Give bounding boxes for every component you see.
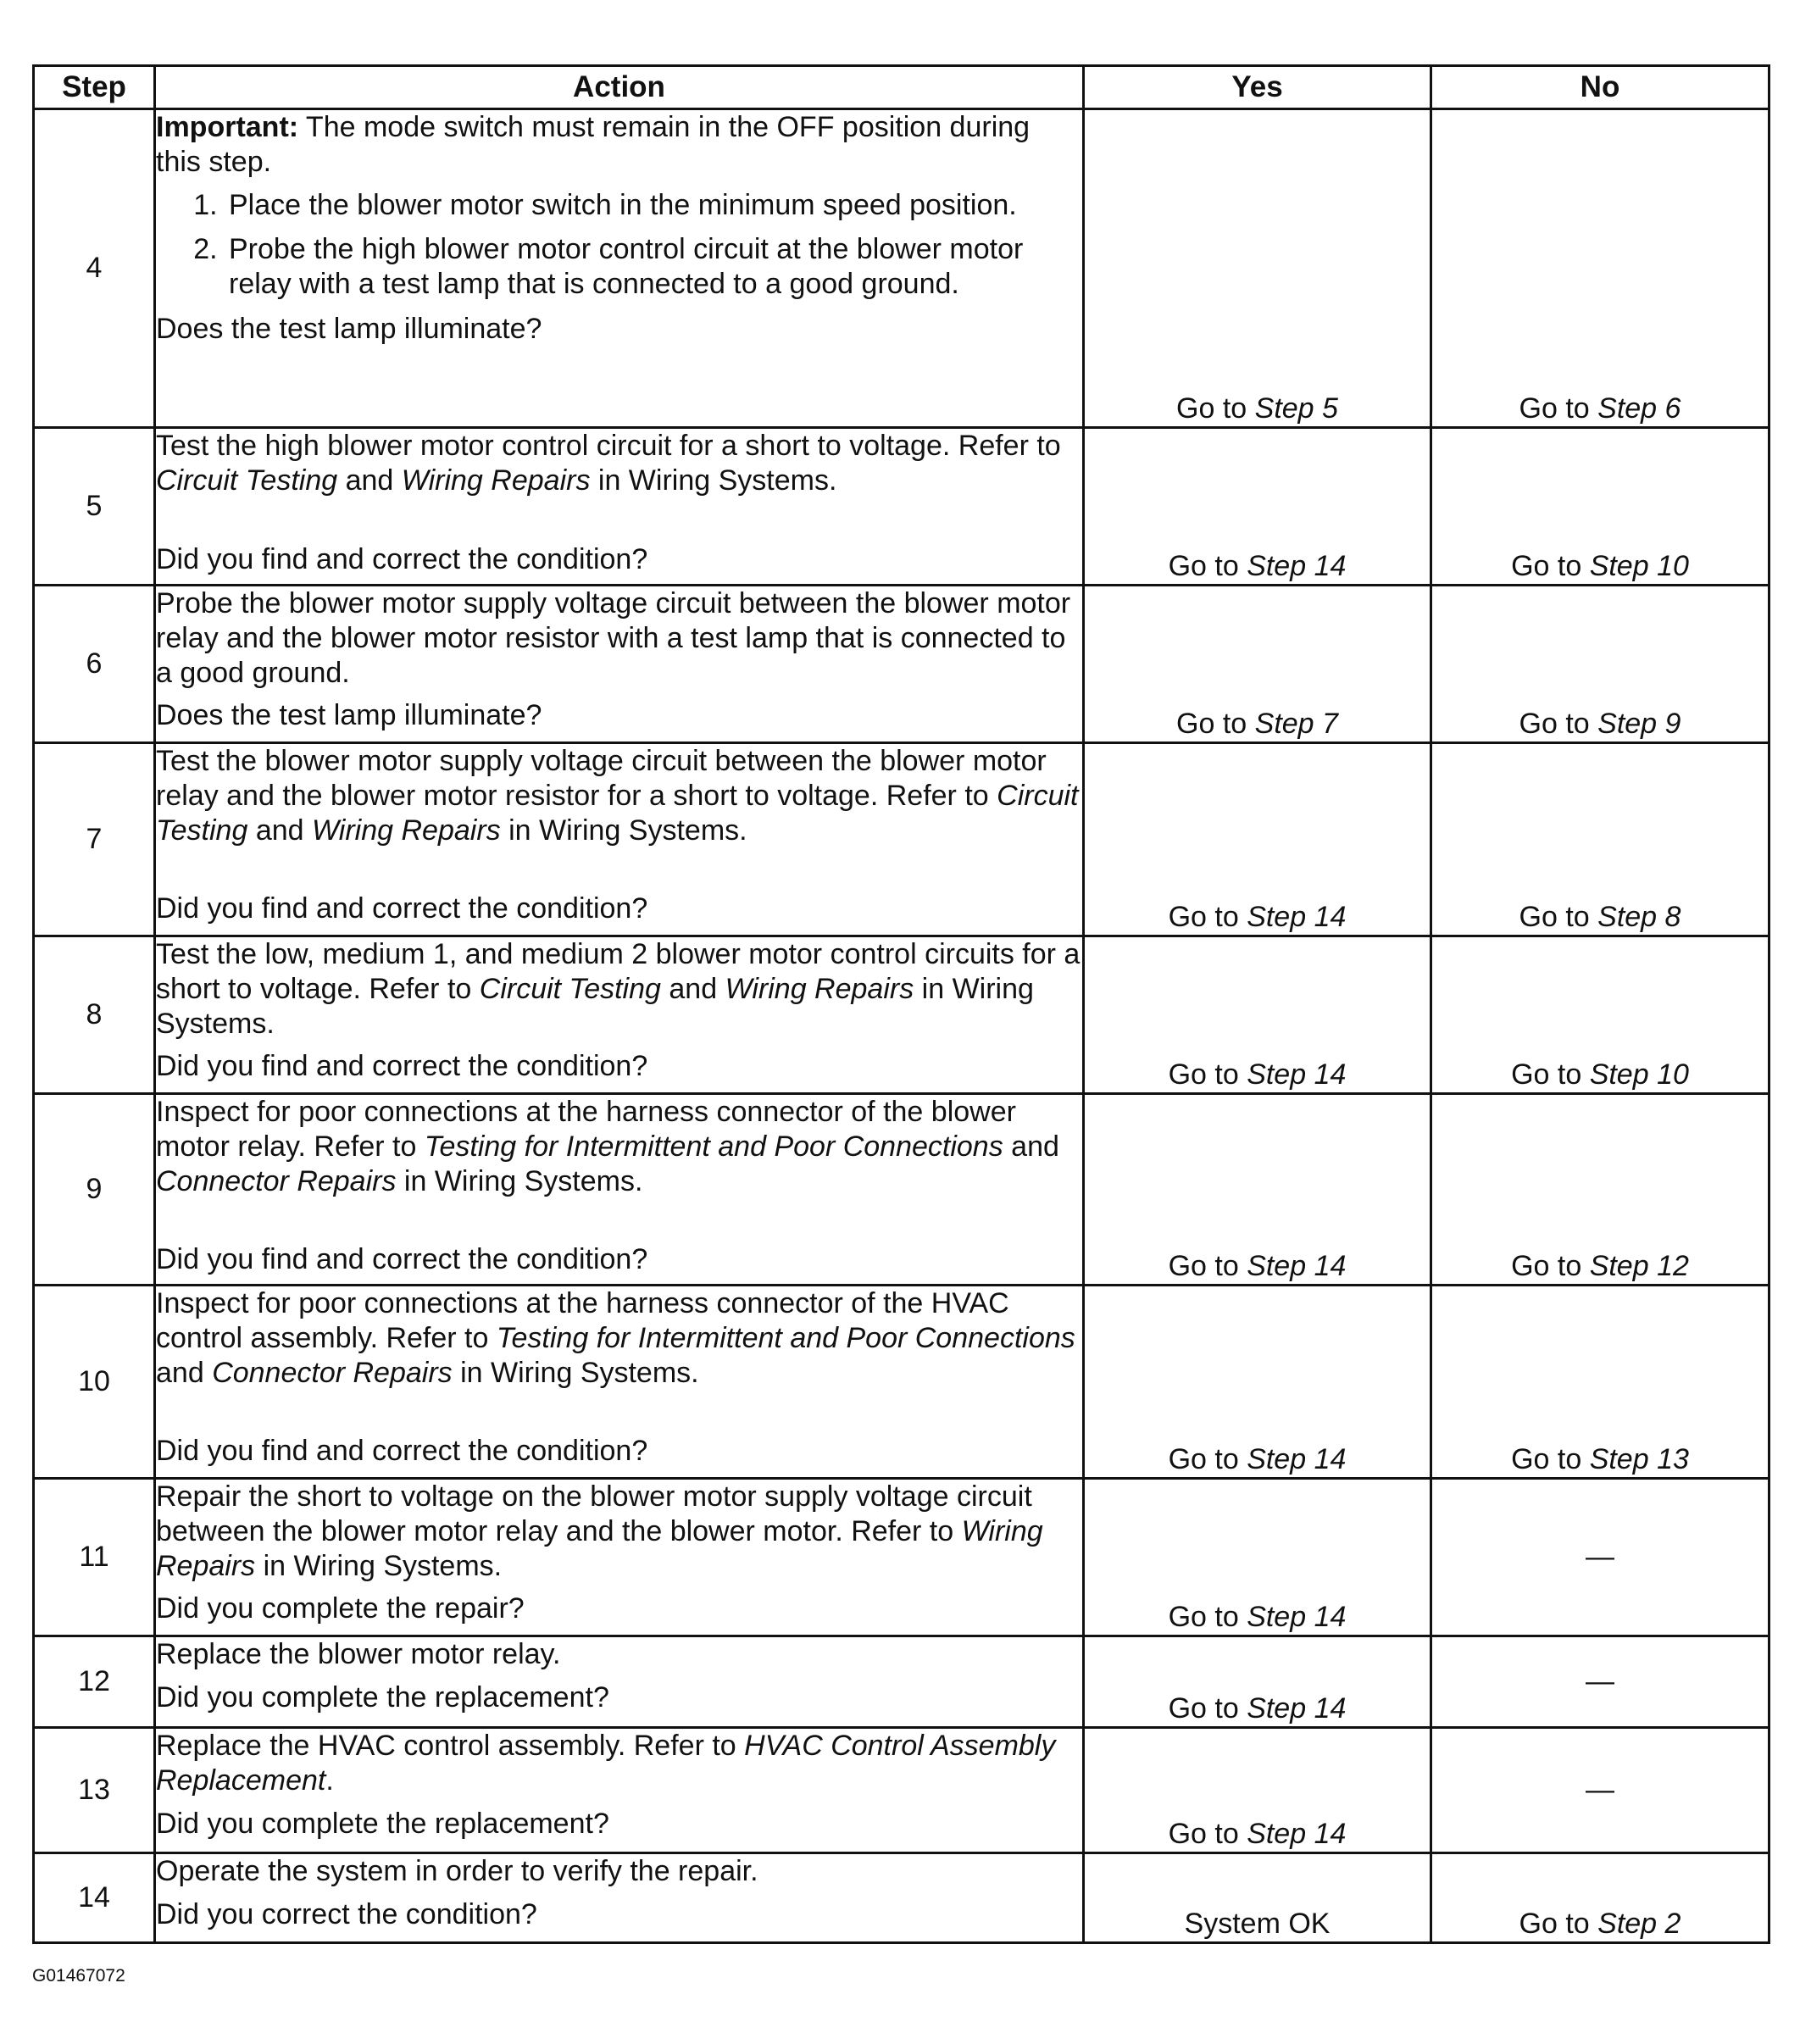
yes-prefix: Go to: [1176, 708, 1255, 741]
no-prefix: Go to: [1511, 1058, 1590, 1091]
action-text: [156, 1286, 1082, 1390]
table-row: [34, 1636, 1769, 1728]
table-row: [34, 1479, 1769, 1636]
action-text-part: Inspect for poor connections at the harness connector of the HVAC control assembly. Refer to: [156, 1287, 1009, 1354]
action-text-part: Test the low, medium 1, and medium 2 blower motor control circuits for a short to voltage. Refer to: [156, 938, 1081, 1005]
table-row: [34, 428, 1769, 586]
important-text: The mode switch must remain in the OFF position during this step.: [156, 111, 1031, 178]
action-cell: [155, 1479, 1084, 1636]
header-action: Action: [155, 66, 1084, 109]
yes-cell: [1084, 1853, 1431, 1943]
yes-cell: [1084, 1728, 1431, 1853]
yes-step-ref: Step 7: [1254, 708, 1338, 741]
figure-code: G01467072: [32, 1966, 125, 1986]
action-text-part: .: [325, 1764, 334, 1797]
action-text: [156, 110, 1082, 180]
yes-cell: [1084, 1286, 1431, 1479]
reference-link-text: Wiring Repairs: [725, 972, 914, 1005]
no-cell: [1431, 1094, 1769, 1286]
table-row: [34, 1286, 1769, 1479]
reference-link-text: Wiring Repairs: [156, 1514, 1043, 1582]
table-row: [34, 586, 1769, 743]
action-cell: [155, 1636, 1084, 1728]
yes-step-ref: Step 14: [1247, 1692, 1347, 1725]
reference-link-text: Wiring Repairs: [401, 464, 591, 497]
action-cell: [155, 109, 1084, 428]
action-cell: [155, 1728, 1084, 1853]
no-step-ref: Step 9: [1597, 708, 1681, 741]
action-text-part: and: [156, 1356, 213, 1389]
no-prefix: Go to: [1511, 550, 1590, 583]
action-text: Probe the blower motor supply voltage circuit between the blower motor relay and the blower motor resistor with a test lamp that is connected to a good ground.: [156, 587, 1071, 689]
action-text-part: Repair the short to voltage on the blower motor supply voltage circuit between the blower motor relay and the blower motor. Refer to: [156, 1480, 1032, 1547]
yes-prefix: Go to: [1168, 1818, 1247, 1851]
yes-prefix: Go to: [1168, 1250, 1247, 1283]
action-text: Replace the blower motor relay.: [156, 1638, 561, 1670]
no-step-ref: Step 10: [1589, 550, 1689, 583]
yes-cell: [1084, 1094, 1431, 1286]
diagnostic-table-sheet: [32, 64, 1768, 1944]
step-number: 13: [34, 1728, 155, 1853]
action-text: Operate the system in order to verify the repair.: [156, 1855, 758, 1887]
yes-prefix: Go to: [1168, 1058, 1247, 1091]
action-text-part: in Wiring Systems.: [452, 1356, 699, 1389]
yes-prefix: Go to: [1168, 901, 1247, 934]
no-cell: [1431, 1728, 1769, 1853]
substep-list: [156, 188, 1082, 302]
diagnostic-table: [32, 64, 1770, 1944]
no-step-ref: Step 6: [1597, 392, 1681, 425]
yes-result: System OK: [1184, 1908, 1331, 1941]
yes-cell: [1084, 1636, 1431, 1728]
action-text: [156, 1095, 1082, 1198]
action-cell: [155, 1094, 1084, 1286]
step-number: 6: [34, 586, 155, 743]
reference-link-text: Connector Repairs: [156, 1164, 397, 1197]
question-text: Did you complete the replacement?: [156, 1680, 609, 1714]
table-row: [34, 1728, 1769, 1853]
action-cell: [155, 586, 1084, 743]
yes-step-ref: Step 14: [1247, 1818, 1347, 1851]
question-text: Did you find and correct the condition?: [156, 1435, 648, 1468]
table-row: [34, 1094, 1769, 1286]
no-dash: —: [1586, 1665, 1614, 1698]
yes-cell: [1084, 109, 1431, 428]
action-cell: [155, 936, 1084, 1094]
yes-step-ref: Step 14: [1247, 1443, 1347, 1476]
action-text: [156, 1729, 1082, 1798]
reference-link-text: Circuit Testing: [156, 779, 1079, 847]
no-step-ref: Step 12: [1589, 1250, 1689, 1283]
yes-cell: [1084, 1479, 1431, 1636]
table-row: [34, 1853, 1769, 1943]
no-cell: [1431, 1286, 1769, 1479]
no-prefix: Go to: [1519, 392, 1598, 425]
no-prefix: Go to: [1519, 901, 1598, 934]
reference-link-text: Circuit Testing: [156, 464, 338, 497]
step-number: 5: [34, 428, 155, 586]
action-text: [156, 1480, 1082, 1583]
action-text: [156, 937, 1082, 1041]
no-cell: [1431, 109, 1769, 428]
action-text: [156, 429, 1082, 498]
question-text: Did you find and correct the condition?: [156, 542, 648, 575]
yes-prefix: Go to: [1176, 392, 1255, 425]
question-text: Did you find and correct the condition?: [156, 1050, 648, 1083]
action-text-part: Test the blower motor supply voltage circuit between the blower motor relay and the blower motor resistor for a short to voltage. Refer to: [156, 745, 1047, 812]
action-cell: [155, 1286, 1084, 1479]
yes-cell: [1084, 936, 1431, 1094]
reference-link-text: HVAC Control Assembly Replacement: [156, 1730, 1056, 1797]
no-cell: [1431, 586, 1769, 743]
step-number: 8: [34, 936, 155, 1094]
action-text-part: in Wiring Systems.: [396, 1164, 643, 1197]
no-dash: —: [1586, 1774, 1614, 1807]
substep-item: 1. Place the blower motor switch in the minimum speed position.: [225, 188, 1082, 223]
reference-link-text: Testing for Intermittent and Poor Connections: [496, 1321, 1075, 1354]
header-row: [34, 66, 1769, 109]
question-text: Does the test lamp illuminate?: [156, 312, 542, 345]
step-number: 4: [34, 109, 155, 428]
table-row: [34, 936, 1769, 1094]
yes-prefix: Go to: [1168, 1692, 1247, 1725]
action-cell: [155, 1853, 1084, 1943]
question-text: Does the test lamp illuminate?: [156, 699, 542, 732]
action-text-part: and: [337, 464, 402, 497]
question-text: Did you correct the condition?: [156, 1897, 537, 1930]
no-prefix: Go to: [1511, 1443, 1590, 1476]
yes-cell: [1084, 743, 1431, 936]
no-prefix: Go to: [1519, 1908, 1598, 1941]
no-cell: [1431, 936, 1769, 1094]
action-cell: [155, 428, 1084, 586]
header-step: Step: [34, 66, 155, 109]
header-no: No: [1431, 66, 1769, 109]
question-text: Did you complete the replacement?: [156, 1807, 609, 1840]
step-number: 10: [34, 1286, 155, 1479]
yes-step-ref: Step 14: [1247, 901, 1347, 934]
reference-link-text: Testing for Intermittent and Poor Connections: [424, 1130, 1003, 1163]
no-cell: [1431, 1636, 1769, 1728]
step-number: 9: [34, 1094, 155, 1286]
yes-step-ref: Step 14: [1247, 1601, 1347, 1634]
action-text-part: Replace the HVAC control assembly. Refer to: [156, 1730, 745, 1762]
action-text-part: and: [1003, 1130, 1059, 1163]
action-text-part: and: [247, 814, 312, 847]
reference-link-text: Circuit Testing: [479, 972, 661, 1005]
yes-step-ref: Step 14: [1247, 550, 1347, 583]
step-number: 11: [34, 1479, 155, 1636]
substep-item: 2. Probe the high blower motor control circuit at the blower motor relay with a test lamp that is connected to a good ground.: [225, 232, 1082, 302]
important-label: Important:: [156, 111, 299, 143]
action-text-part: in Wiring Systems.: [255, 1549, 503, 1582]
no-prefix: Go to: [1519, 708, 1598, 741]
no-cell: [1431, 743, 1769, 936]
step-number: 12: [34, 1636, 155, 1728]
yes-cell: [1084, 428, 1431, 586]
action-text-part: and: [660, 972, 725, 1005]
action-text-part: in Wiring Systems.: [500, 814, 747, 847]
reference-link-text: Connector Repairs: [212, 1356, 453, 1389]
step-number: 14: [34, 1853, 155, 1943]
yes-step-ref: Step 14: [1247, 1058, 1347, 1091]
no-step-ref: Step 2: [1597, 1908, 1681, 1941]
no-step-ref: Step 13: [1589, 1443, 1689, 1476]
no-dash: —: [1586, 1541, 1614, 1574]
action-text-part: Inspect for poor connections at the harness connector of the blower motor relay. Refer to: [156, 1096, 1016, 1163]
yes-prefix: Go to: [1168, 550, 1247, 583]
table-row: [34, 109, 1769, 428]
yes-prefix: Go to: [1168, 1601, 1247, 1634]
no-cell: [1431, 1479, 1769, 1636]
step-number: 7: [34, 743, 155, 936]
yes-prefix: Go to: [1168, 1443, 1247, 1476]
yes-step-ref: Step 5: [1254, 392, 1338, 425]
action-text-part: Test the high blower motor control circuit for a short to voltage. Refer to: [156, 430, 1061, 462]
action-text-part: in Wiring Systems.: [156, 972, 1034, 1040]
no-step-ref: Step 8: [1597, 901, 1681, 934]
no-cell: [1431, 1853, 1769, 1943]
question-text: Did you complete the repair?: [156, 1592, 525, 1625]
action-cell: [155, 743, 1084, 936]
question-text: Did you find and correct the condition?: [156, 1243, 648, 1276]
no-prefix: Go to: [1511, 1250, 1590, 1283]
no-cell: [1431, 428, 1769, 586]
yes-step-ref: Step 14: [1247, 1250, 1347, 1283]
table-row: [34, 743, 1769, 936]
yes-cell: [1084, 586, 1431, 743]
action-text: [156, 744, 1082, 847]
no-step-ref: Step 10: [1589, 1058, 1689, 1091]
action-text-part: in Wiring Systems.: [590, 464, 837, 497]
question-text: Did you find and correct the condition?: [156, 892, 648, 925]
header-yes: Yes: [1084, 66, 1431, 109]
reference-link-text: Wiring Repairs: [312, 814, 501, 847]
